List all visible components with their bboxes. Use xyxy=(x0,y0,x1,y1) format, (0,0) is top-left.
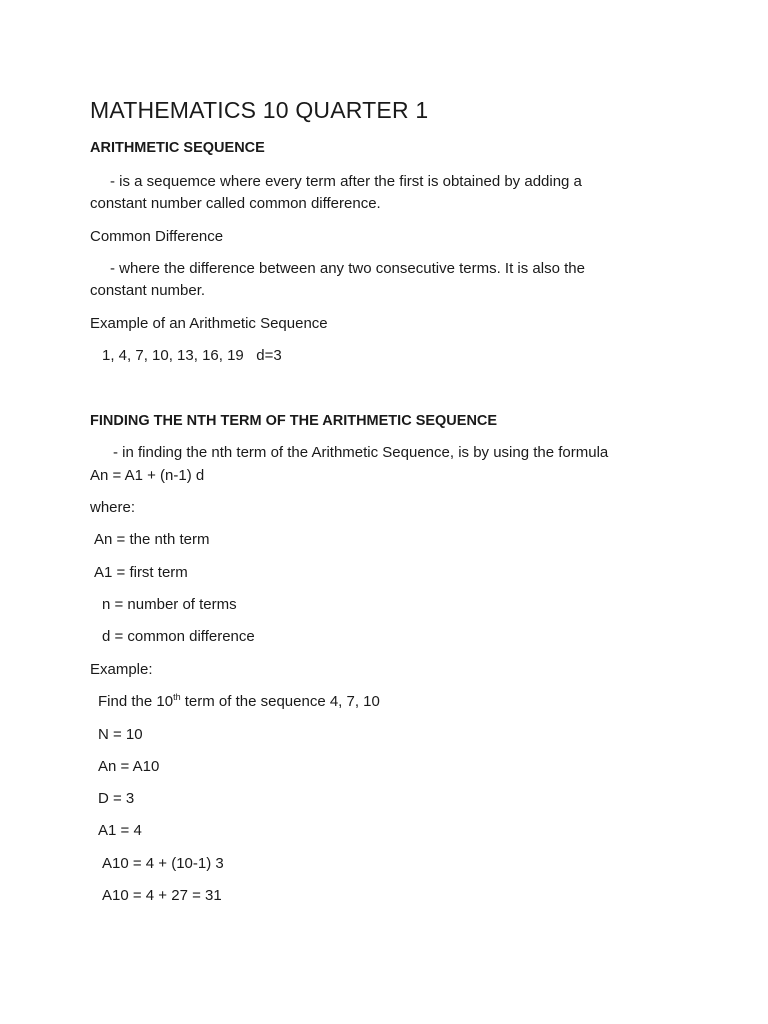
example-sequence-values: 1, 4, 7, 10, 13, 16, 19 d=3 xyxy=(102,347,282,364)
solution-step-an: An = A10 xyxy=(98,758,160,775)
problem-text-start: Find the 10 xyxy=(98,693,174,710)
solution-step-d: D = 3 xyxy=(98,790,135,807)
section-heading-nth-term: FINDING THE NTH TERM OF THE ARITHMETIC SEQUENCE xyxy=(90,413,498,429)
common-difference-line-1: - where the difference between any two consecutive terms. It is also the xyxy=(110,260,585,277)
problem-text-end: term of the sequence 4, 7, 10 xyxy=(180,693,380,710)
section-heading-arithmetic-sequence: ARITHMETIC SEQUENCE xyxy=(90,140,265,156)
example-problem xyxy=(98,692,380,712)
example-label: Example: xyxy=(90,661,153,678)
solution-step-a1: A1 = 4 xyxy=(98,822,142,839)
solution-step-n: N = 10 xyxy=(98,726,143,743)
common-difference-line-2: constant number. xyxy=(90,282,206,299)
example-label-sequence: Example of an Arithmetic Sequence xyxy=(90,315,328,332)
definition-an: An = the nth term xyxy=(94,531,210,548)
solution-step-result: A10 = 4 + 27 = 31 xyxy=(102,887,222,904)
nth-term-intro-line: - in finding the nth term of the Arithmetic Sequence, is by using the formula xyxy=(113,444,609,461)
definition-line-1: - is a sequemce where every term after the first is obtained by adding a xyxy=(110,173,582,190)
definition-line-2: constant number called common difference. xyxy=(90,195,381,212)
where-label: where: xyxy=(90,499,136,516)
definition-a1: A1 = first term xyxy=(94,564,188,581)
subheading-common-difference: Common Difference xyxy=(90,228,224,245)
problem-superscript: th xyxy=(173,692,181,702)
document-title: MATHEMATICS 10 QUARTER 1 xyxy=(90,97,429,123)
solution-step-substitution: A10 = 4 + (10-1) 3 xyxy=(102,855,224,872)
nth-term-formula: An = A1 + (n-1) d xyxy=(90,467,205,484)
definition-n: n = number of terms xyxy=(102,596,237,613)
definition-d: d = common difference xyxy=(102,628,255,645)
